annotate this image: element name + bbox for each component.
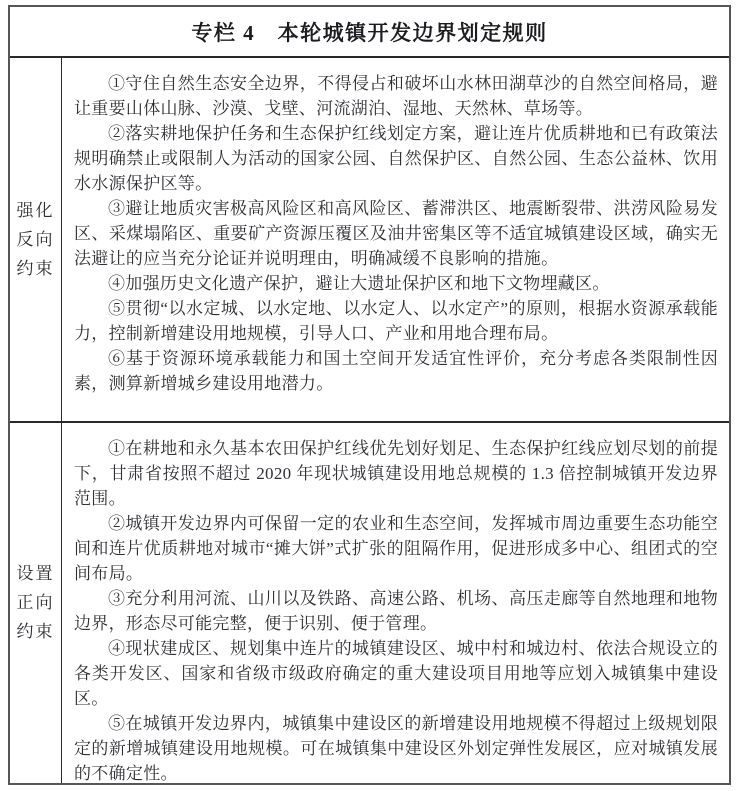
rule-item: ①在耕地和永久基本农田保护红线优先划好划足、生态保护红线应划尽划的前提下，甘肃省按照不超过 2020 年现状城镇建设用地总规模的 1.3 倍控制城镇开发边界范围。 bbox=[74, 439, 718, 508]
rule-item: ①守住自然生态安全边界，不得侵占和破坏山水林田湖草沙的自然空间格局，避让重要山体山脉、沙漠、戈壁、河流湖泊、湿地、天然林、草场等。 bbox=[74, 74, 718, 118]
section-label-positive-constraints bbox=[10, 423, 62, 783]
rule-item: ⑥基于资源环境承载能力和国土空间开发适宜性评价，充分考虑各类限制性因素，测算新增城乡建设用地潜力。 bbox=[74, 349, 718, 393]
rules-table bbox=[8, 5, 731, 785]
rule-item: ④加强历史文化遗产保护，避让大遗址保护区和地下文物埋藏区。 bbox=[108, 274, 610, 293]
section-content-negative-constraints bbox=[62, 58, 729, 421]
section-label-line: 设置 bbox=[16, 564, 55, 583]
panel-title: 专栏 4 本轮城镇开发边界划定规则 bbox=[191, 20, 548, 45]
section-label-negative-constraints bbox=[10, 58, 62, 421]
rule-item: ⑤贯彻“以水定城、以水定地、以水定人、以水定产”的原则，根据水资源承载能力，控制新增建设用地规模，引导人口、产业和用地合理布局。 bbox=[74, 299, 718, 343]
rule-item: ②落实耕地保护任务和生态保护红线划定方案，避让连片优质耕地和已有政策法规明确禁止或限制人为活动的国家公园、自然保护区、自然公园、生态公益林、饮用水水源保护区等。 bbox=[74, 124, 718, 193]
rule-item: ②城镇开发边界内可保留一定的农业和生态空间，发挥城市周边重要生态功能空间和连片优质耕地对城市“摊大饼”式扩张的阻隔作用，促进形成多中心、组团式的空间布局。 bbox=[74, 514, 718, 583]
section-label-line: 正向 bbox=[16, 593, 55, 612]
section-row-negative-constraints bbox=[10, 58, 729, 423]
rule-item: ⑤在城镇开发边界内，城镇集中建设区的新增建设用地规模不得超过上级规划限定的新增城镇建设用地规模。可在城镇集中建设区外划定弹性发展区，应对城镇发展的不确定性。 bbox=[74, 714, 718, 783]
section-label-line: 强化 bbox=[16, 200, 55, 220]
section-label-line: 约束 bbox=[16, 622, 55, 641]
rule-item: ④现状建成区、规划集中连片的城镇建设区、城中村和城边村、依法合规设立的各类开发区、国家和省级市级政府确定的重大建设项目用地等应划入城镇集中建设区。 bbox=[74, 639, 718, 708]
section-content-positive-constraints bbox=[62, 423, 729, 783]
rule-item: ③避让地质灾害极高风险区和高风险区、蓄滞洪区、地震断裂带、洪涝风险易发区、采煤塌陷区、重要矿产资源压覆区及油井密集区等不适宜城镇建设区域，确实无法避让的应当充分论证并说明理由，明确减缓不良影响的措施。 bbox=[74, 199, 718, 268]
panel-title-row bbox=[10, 7, 729, 58]
section-label-line: 反向 bbox=[16, 229, 55, 249]
section-label-line: 约束 bbox=[16, 258, 55, 278]
rule-item: ③充分利用河流、山川以及铁路、高速公路、机场、高压走廊等自然地理和地物边界，形态尽可能完整，便于识别、便于管理。 bbox=[74, 589, 718, 633]
section-row-positive-constraints bbox=[10, 423, 729, 783]
